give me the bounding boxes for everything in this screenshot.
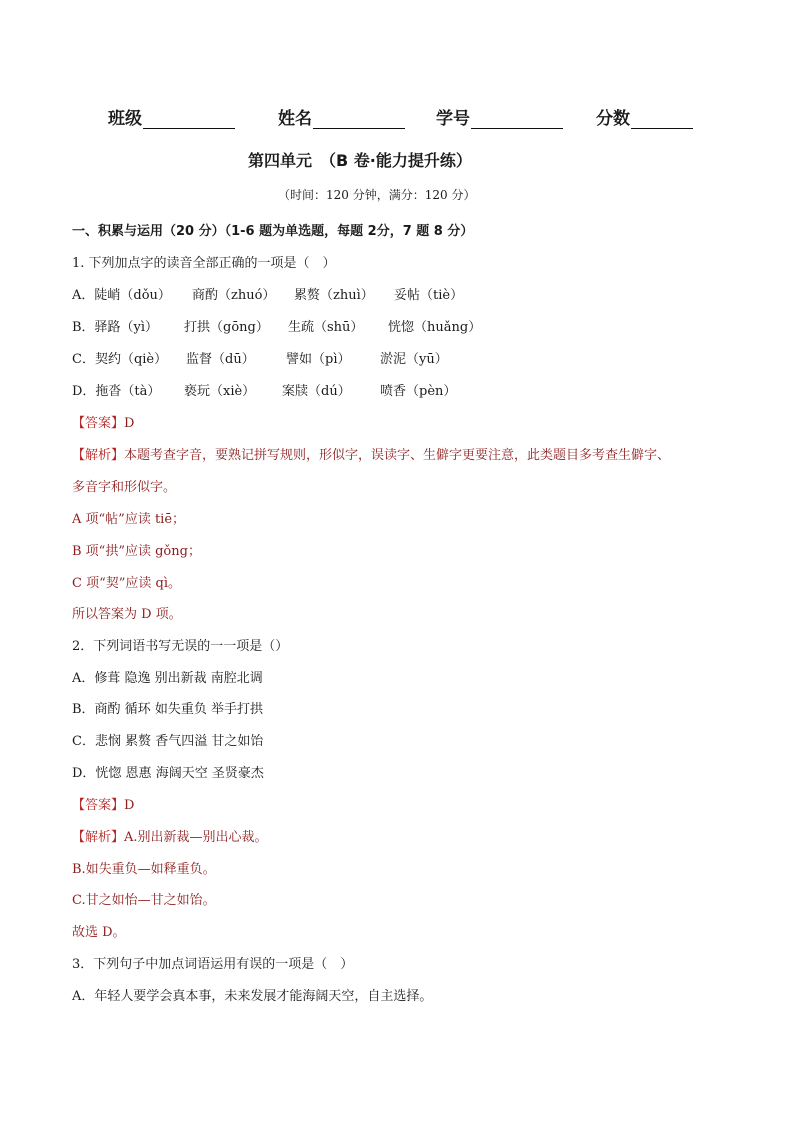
student-id-blank[interactable] <box>471 110 563 129</box>
option-item: 譬如（pì） <box>286 352 351 367</box>
option-item: 淤泥（yū） <box>380 352 448 367</box>
question-2-option-b: B．商酌 循环 如失重负 举手打拱 <box>72 702 263 717</box>
analysis-conclusion: 故选 D。 <box>72 925 126 940</box>
analysis-line: B.如失重负—如释重负。 <box>72 862 216 877</box>
name-label: 姓名 <box>278 109 312 129</box>
section-heading: 一、积累与运用（20 分）（1-6 题为单选题，每题 2分，7 题 8 分） <box>72 224 474 239</box>
option-item: 监督（dū） <box>186 352 255 367</box>
score-blank[interactable] <box>631 110 693 129</box>
analysis-text: 本题考查字音，要熟记拼写规则，形似字，误读字、生僻字更要注意，此类题目多考查生僻字、 <box>124 448 671 463</box>
question-3-option-a: A．年轻人要学会真本事，未来发展才能海阔天空，自主选择。 <box>72 989 433 1004</box>
option-item: 累赘（zhuì） <box>294 288 374 303</box>
option-item: 亵玩（xiè） <box>184 384 256 399</box>
score-field <box>596 104 693 129</box>
question-2-option-c: C．悲悯 累赘 香气四溢 甘之如饴 <box>72 734 264 749</box>
question-2-stem: 2．下列词语书写无误的一一项是（） <box>72 639 289 654</box>
option-item: 打拱（gōng） <box>184 320 269 335</box>
question-2-analysis <box>72 826 268 845</box>
analysis-conclusion: 所以答案为 D 项。 <box>72 607 182 622</box>
analysis-line: C.甘之如怡—甘之如饴。 <box>72 893 216 908</box>
question-1-stem: 1. 下列加点字的读音全部正确的一项是（ ） <box>72 256 336 271</box>
option-item: 妥帖（tiè） <box>394 288 464 303</box>
option-item: 案牍（dú） <box>282 384 351 399</box>
question-1-answer <box>72 412 134 431</box>
name-blank[interactable] <box>313 110 405 129</box>
student-id-field <box>436 104 563 129</box>
analysis-tag: 【解析】 <box>72 830 125 845</box>
student-info-header <box>108 104 708 130</box>
class-label: 班级 <box>108 109 142 129</box>
exam-time-info: （时间：120 分钟，满分：120 分） <box>278 188 476 202</box>
option-item: D．拖沓（tà） <box>72 384 161 399</box>
option-item: A．陡峭（dǒu） <box>72 288 171 303</box>
analysis-line: A 项“帖”应读 tiē； <box>72 512 186 527</box>
option-item: 喷香（pèn） <box>380 384 457 399</box>
page-title: 第四单元 （B 卷·能力提升练） <box>248 151 472 170</box>
analysis-text: A.别出新裁—别出心裁。 <box>124 830 268 845</box>
class-blank[interactable] <box>143 110 235 129</box>
answer-value: D <box>124 416 135 431</box>
name-field <box>278 104 405 129</box>
analysis-line: B 项“拱”应读 gǒng； <box>72 544 201 559</box>
answer-value: D <box>124 798 135 813</box>
analysis-tag: 【解析】 <box>72 448 125 463</box>
option-item: 商酌（zhuó） <box>192 288 276 303</box>
option-item: C．契约（qiè） <box>72 352 168 367</box>
question-3-stem: 3．下列句子中加点词语运用有误的一项是（ ） <box>72 957 354 972</box>
option-item: 生疏（shū） <box>288 320 364 335</box>
class-field <box>108 104 235 129</box>
question-2-option-a: A．修葺 隐逸 别出新裁 南腔北调 <box>72 671 263 686</box>
answer-tag: 【答案】 <box>72 798 125 813</box>
question-1-analysis <box>72 444 670 463</box>
answer-tag: 【答案】 <box>72 416 125 431</box>
analysis-line: 多音字和形似字。 <box>72 480 177 495</box>
option-item: 恍惚（huǎng） <box>388 320 482 335</box>
option-item: B．驿路（yì） <box>72 320 159 335</box>
student-id-label: 学号 <box>436 109 470 129</box>
question-2-option-d: D．恍惚 恩惠 海阔天空 圣贤豪杰 <box>72 766 264 781</box>
score-label: 分数 <box>596 109 630 129</box>
analysis-line: C 项“契”应读 qì。 <box>72 576 181 591</box>
question-2-answer <box>72 794 134 813</box>
